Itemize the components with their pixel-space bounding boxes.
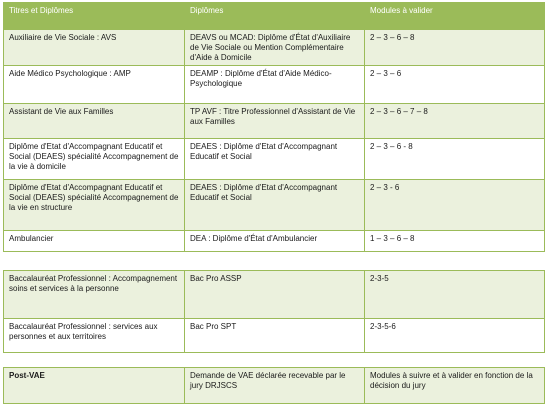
row-diploma: DEAMP : Diplôme d'État d'Aide Médico-Psychologique bbox=[185, 66, 365, 104]
row-diploma: DEA : Diplôme d'État d'Ambulancier bbox=[185, 231, 365, 252]
header-titles: Titres et Diplômes bbox=[4, 3, 185, 30]
post-vae-table bbox=[3, 367, 545, 404]
row-title: Aide Médico Psychologique : AMP bbox=[4, 66, 185, 104]
row-modules: Modules à suivre et à valider en fonction de la décision du jury bbox=[365, 368, 545, 404]
table-row bbox=[4, 66, 545, 104]
row-diploma: DEAVS ou MCAD: Diplôme d'État d'Auxiliaire de Vie Sociale ou Mention Complémentaire d'Aide à Domicile bbox=[185, 30, 365, 66]
row-diploma: Bac Pro SPT bbox=[185, 319, 365, 353]
bac-pro-table bbox=[3, 270, 545, 353]
post-vae-title: Post-VAE bbox=[4, 368, 185, 404]
table-row bbox=[4, 271, 545, 319]
row-title: Ambulancier bbox=[4, 231, 185, 252]
header-modules: Modules à valider bbox=[365, 3, 545, 30]
row-diploma: DEAES : Diplôme d'Etat d'Accompagnant Educatif et Social bbox=[185, 180, 365, 231]
table-row bbox=[4, 368, 545, 404]
table-row bbox=[4, 180, 545, 231]
table-row bbox=[4, 139, 545, 180]
row-modules: 2 – 3 - 6 bbox=[365, 180, 545, 231]
row-modules: 2 – 3 – 6 - 8 bbox=[365, 139, 545, 180]
table-row bbox=[4, 319, 545, 353]
row-title: Auxiliaire de Vie Sociale : AVS bbox=[4, 30, 185, 66]
row-title: Diplôme d'Etat d'Accompagnant Educatif et Social (DEAES) spécialité Accompagnement de la vie en structure bbox=[4, 180, 185, 231]
row-modules: 2-3-5 bbox=[365, 271, 545, 319]
table-row bbox=[4, 104, 545, 139]
row-diploma: DEAES : Diplôme d'Etat d'Accompagnant Educatif et Social bbox=[185, 139, 365, 180]
row-diploma: Demande de VAE déclarée recevable par le jury DRJSCS bbox=[185, 368, 365, 404]
row-modules: 2 – 3 – 6 bbox=[365, 66, 545, 104]
table-header-row bbox=[4, 3, 545, 30]
row-title: Diplôme d'Etat d'Accompagnant Educatif et Social (DEAES) spécialité Accompagnement de la vie à domicile bbox=[4, 139, 185, 180]
row-modules: 1 – 3 – 6 – 8 bbox=[365, 231, 545, 252]
row-modules: 2 – 3 – 6 – 7 – 8 bbox=[365, 104, 545, 139]
header-diplomas: Diplômes bbox=[185, 3, 365, 30]
table-row bbox=[4, 231, 545, 252]
row-diploma: TP AVF : Titre Professionnel d'Assistant de Vie aux Familles bbox=[185, 104, 365, 139]
main-diploma-table bbox=[3, 2, 545, 252]
row-title: Baccalauréat Professionnel : services aux personnes et aux territoires bbox=[4, 319, 185, 353]
row-diploma: Bac Pro ASSP bbox=[185, 271, 365, 319]
row-title: Baccalauréat Professionnel : Accompagnement soins et services à la personne bbox=[4, 271, 185, 319]
table-row bbox=[4, 30, 545, 66]
row-title: Assistant de Vie aux Familles bbox=[4, 104, 185, 139]
row-modules: 2-3-5-6 bbox=[365, 319, 545, 353]
row-modules: 2 – 3 – 6 – 8 bbox=[365, 30, 545, 66]
